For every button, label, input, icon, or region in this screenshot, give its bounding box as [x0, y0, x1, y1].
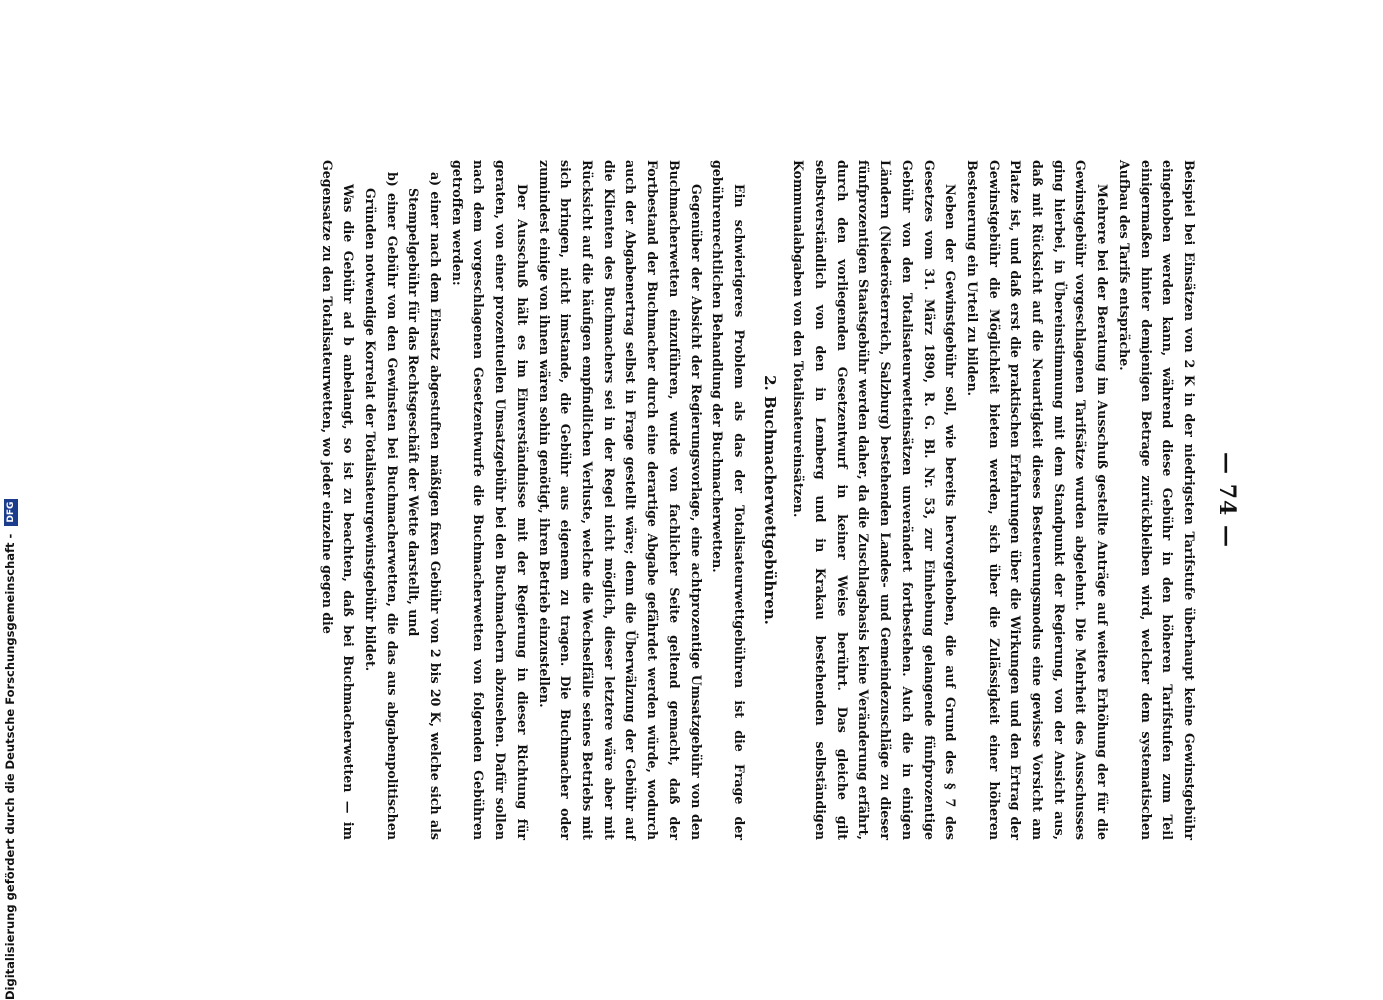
page-number: — 74 —: [1214, 452, 1240, 548]
paragraph: Ein schwierigeres Problem als das der Totalisateurwettgebühren ist die Frage der gebührenrechtlichen Behandlung der Buchmacherwetten.: [710, 160, 747, 840]
body-text: [316, 160, 1200, 840]
paragraph: Beispiel bei Einsätzen von 2 K in der niedrigsten Tarifstufe überhaupt keine Gewinstgebühr eingehoben werden kann, während diese Gebühr in den höheren Tarifstufen zum Teil einigermaßen hinter demjenigen Betrage zurückbleiben wird, welcher dem systematischen Aufbau des Tarifs entspräche.: [1116, 160, 1197, 840]
rotated-text-block: [150, 160, 1240, 840]
paragraph: Gegenüber der Absicht der Regierungsvorlage, eine achtprozentige Umsatzgebühr von den Buchmacherwetten einzuführen, wurde von fachlicher Seite geltend gemacht, daß der Fortbestand der Buchmacher durch eine derartige Abgabe gefährdet werden würde, wodurch auch der Abgabenertrag selbst in Frage gestellt wäre; denn die Überwälzung der Gebühr auf die Klienten des Buchmachers sei in der Regel nicht möglich, dieser letztere wäre aber mit Rücksicht auf die häufigen empfindlichen Verluste, welche die Wechselfälle seines Betriebs mit sich bringen, nicht imstande, die Gebühr aus eigenem zu tragen. Die Buchmacher oder zumindest einige von ihnen wären sohin genötigt, ihren Betrieb einzustellen.: [536, 160, 704, 840]
paragraph: Der Ausschuß hält es im Einverständnisse mit der Regierung in dieser Richtung für geraten, von einer prozentuellen Umsatzgebühr bei den Buchmachern abzusehen. Dafür sollen nach dem vorgeschlagenen Gesetzentwurfe die Buchmacherwetten von folgenden Gebühren getroffen werden:: [449, 160, 530, 840]
digitization-watermark: [1, 280, 19, 1000]
list-item: b) einer Gebühr von den Gewinsten bei Buchmacherwetten, die das aus abgabenpolitischen Gründen notwendige Korrelat der Totalisateurgewinstgebühr bildet.: [362, 172, 400, 840]
paragraph: Neben der Gewinstgebühr soll, wie bereits hervorgehoben, die auf Grund des § 7 des Gesetzes vom 31. März 1890, R. G. Bl. Nr. 53, zur Einhebung gelangende fünfprozentige Gebühr von den Totalisateurwetteinsätzen unverändert fortbestehen. Auch die in einigen Ländern (Niederösterreich, Salzburg) bestehenden Landes- und Gemeindezuschläge zu dieser fünfprozentigen Staatsgebühr werden daher, da die Zuschlagsbasis keine Veränderung erfährt, durch den vorliegenden Gesetzentwurf in keiner Weise berührt. Das gleiche gilt selbstverständlich von den in Lemberg und in Krakau bestehenden selbständigen Kommunalabgaben von den Totalisateureinsätzen.: [791, 160, 959, 840]
list-item: a) einer nach dem Einsatz abgestuften mäßigen fixen Gebühr von 2 bis 20 K, welche sich als Stempelgebühr für das Rechtsgeschäft der Wette darstellt, und: [406, 172, 444, 840]
watermark-text: Digitalisierung gefördert durch die Deutsche Forschungsgemeinschaft -: [3, 533, 17, 1000]
paragraph: Was die Gebühr ad b anbelangt, so ist zu beachten, daß bei Buchmacherwetten — im Gegensatze zu den Totalisateurwetten, wo jeder einzelne gegen die: [319, 160, 357, 840]
section-heading: 2. Buchmacherwettgebühren.: [760, 375, 779, 625]
paragraph: Mehrere bei der Beratung im Ausschuß gestellte Anträge auf weitere Erhöhung der für die Gewinstgebühr vorgeschlagenen Tarifsätze wurden abgelehnt. Die Mehrheit des Ausschusses ging hierbei, in Übereinstimmung mit dem Standpunkt der Regierung, von der Ansicht aus, daß mit Rücksicht auf die Neuartigkeit dieses Besteuerungsmodus eine gewisse Vorsicht am Platze ist, und daß erst die praktischen Erfahrungen über die Wirkungen und den Ertrag der Gewinstgebühr die Möglichkeit bieten werden, sich über die Zulässigkeit einer höheren Besteuerung ein Urteil zu bilden.: [964, 160, 1111, 840]
dfg-logo: DFG: [4, 499, 18, 526]
